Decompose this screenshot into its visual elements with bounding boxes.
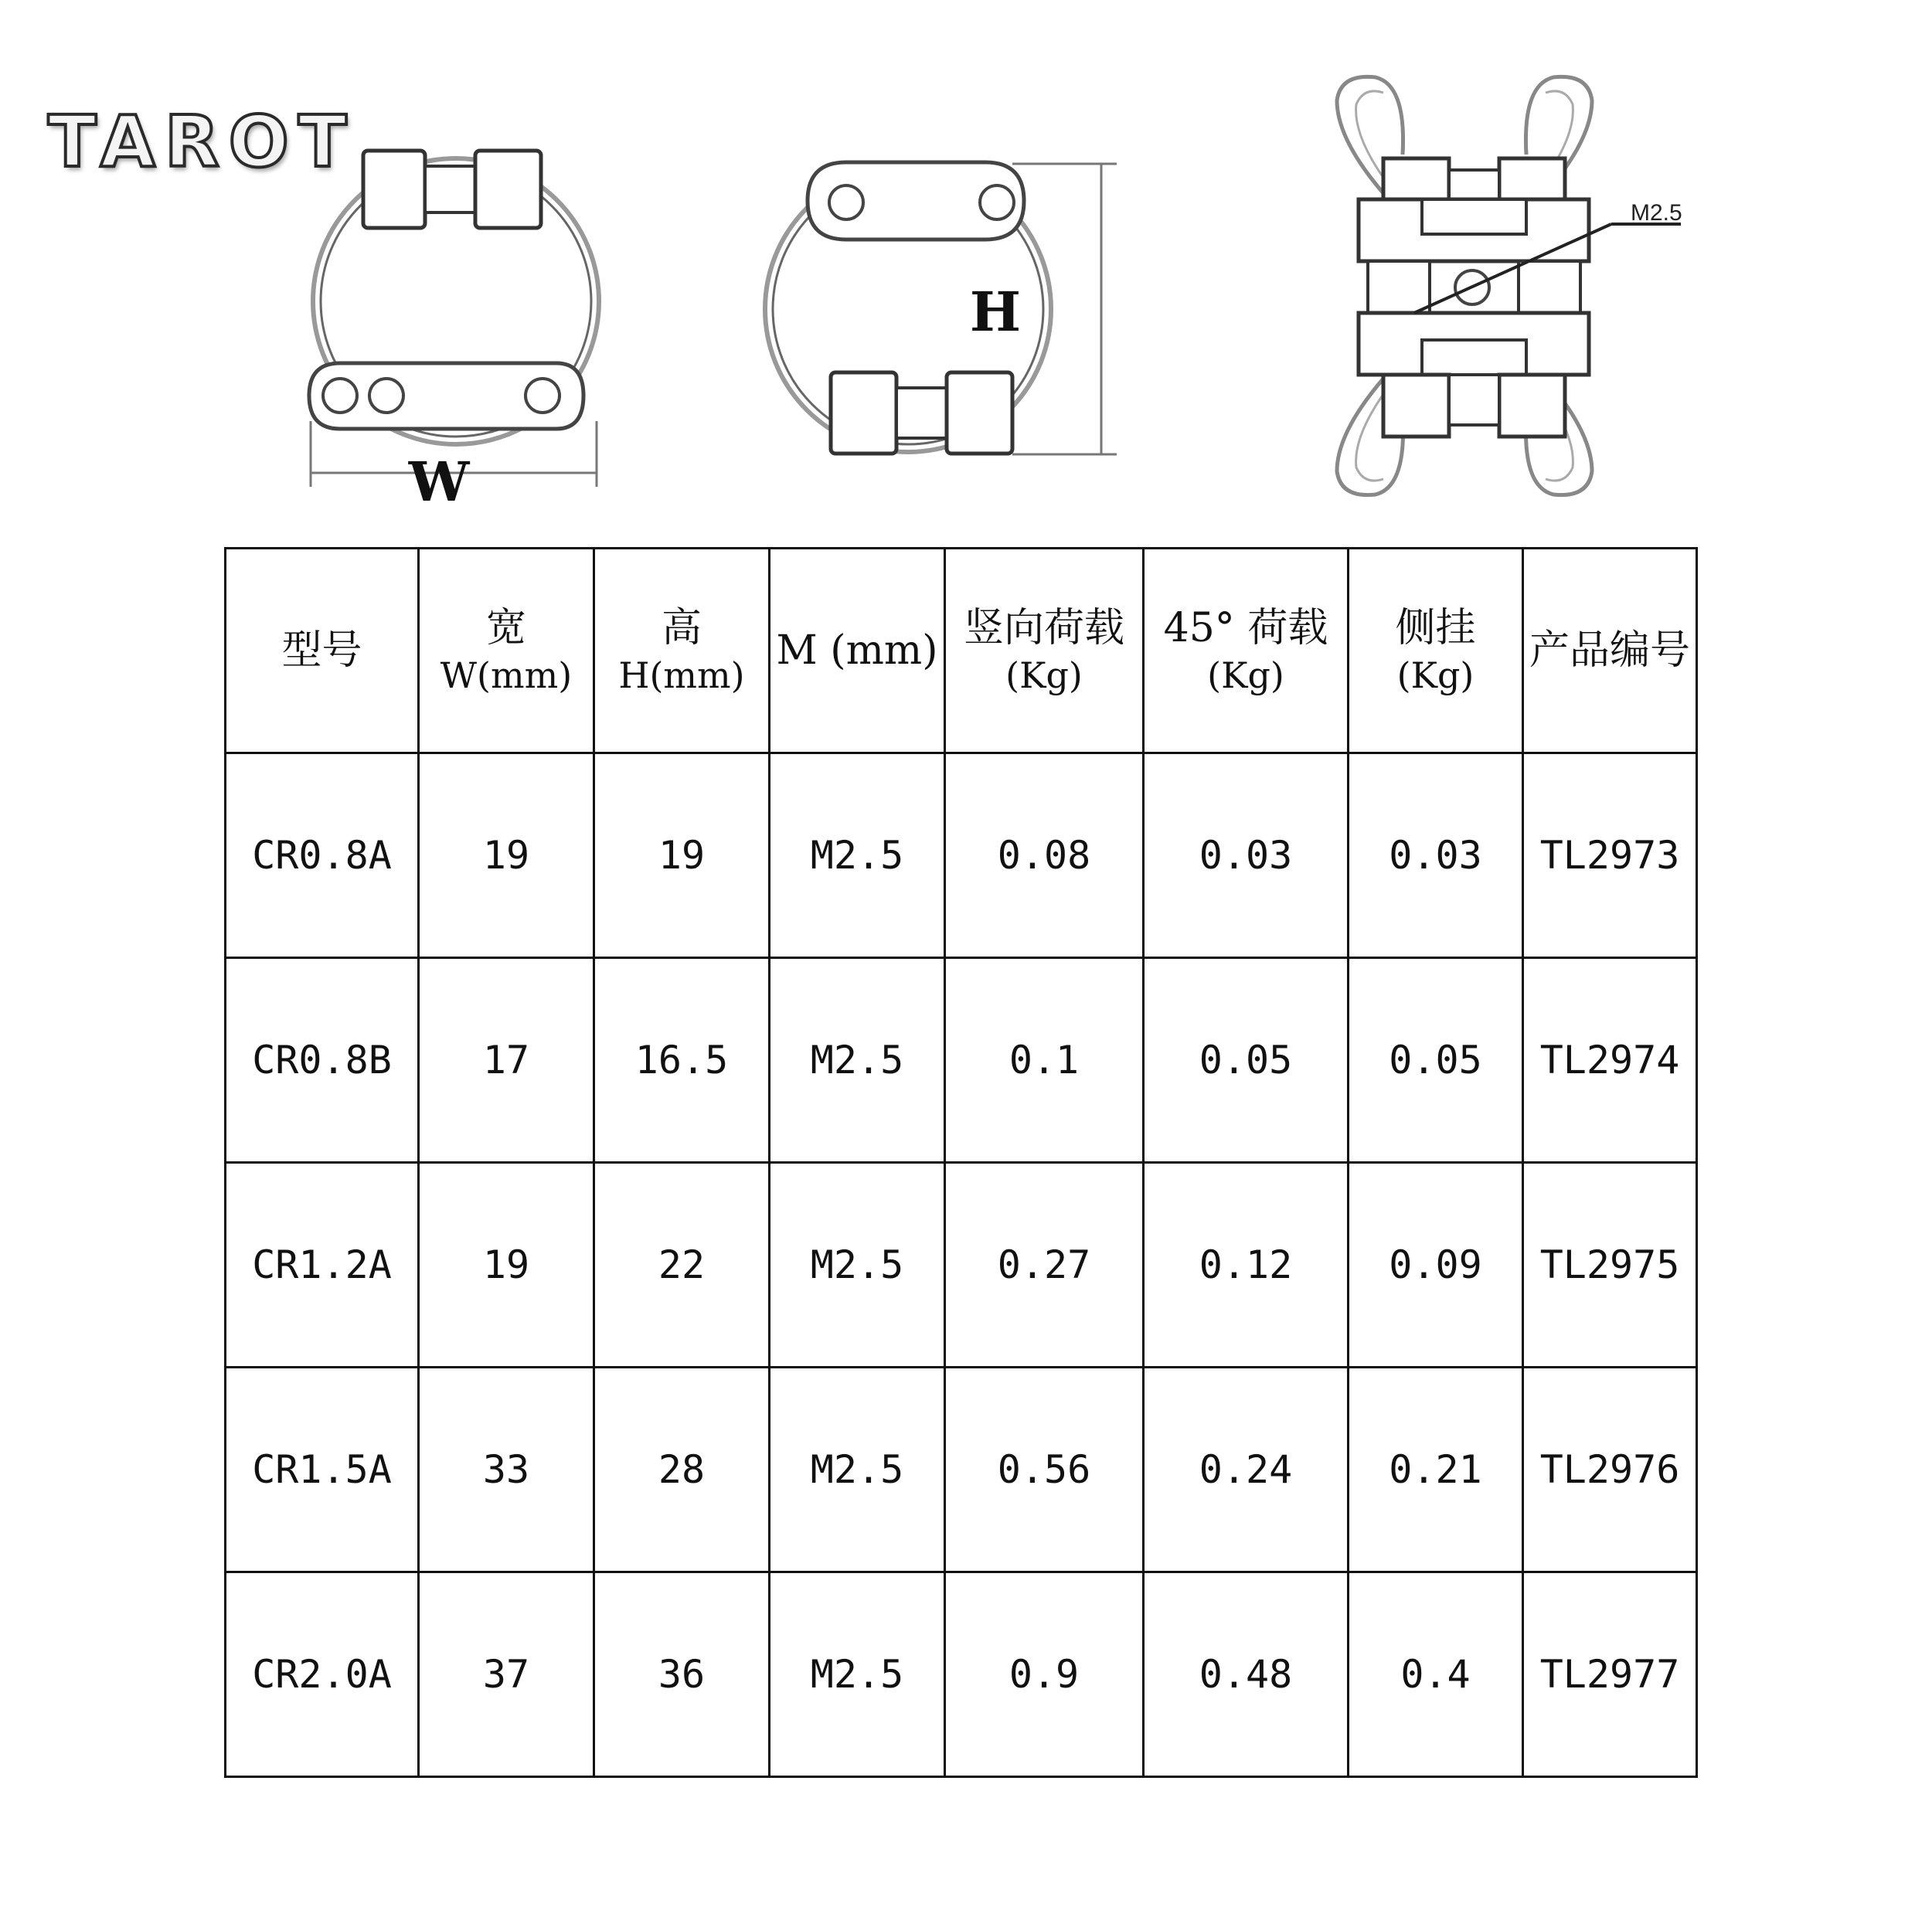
cell-45deg-load: 0.12 bbox=[1144, 1163, 1349, 1368]
cell-side-load: 0.03 bbox=[1349, 753, 1523, 958]
cell-side-load: 0.21 bbox=[1349, 1368, 1523, 1572]
drawing-side-view bbox=[765, 162, 1117, 454]
drawing-front-view bbox=[309, 151, 599, 487]
cell-vertical-load: 0.27 bbox=[945, 1163, 1144, 1368]
cell-width: 37 bbox=[419, 1572, 594, 1777]
header-model: 型号 bbox=[226, 549, 419, 753]
table-row bbox=[226, 1572, 1697, 1777]
cell-width: 17 bbox=[419, 958, 594, 1163]
thread-size-callout: M2.5 bbox=[1631, 200, 1682, 226]
cell-model: CR1.2A bbox=[226, 1163, 419, 1368]
table-row bbox=[226, 1368, 1697, 1572]
header-product-code: 产品编号 bbox=[1523, 549, 1697, 753]
cell-thread: M2.5 bbox=[770, 958, 945, 1163]
header-thread: M (mm) bbox=[770, 549, 945, 753]
header-45deg-load: 45° 荷载 (Kg) bbox=[1144, 549, 1349, 753]
cell-height: 19 bbox=[594, 753, 770, 958]
cell-model: CR1.5A bbox=[226, 1368, 419, 1572]
cell-width: 19 bbox=[419, 1163, 594, 1368]
table-row bbox=[226, 753, 1697, 958]
cell-thread: M2.5 bbox=[770, 1572, 945, 1777]
cell-height: 36 bbox=[594, 1572, 770, 1777]
cell-width: 33 bbox=[419, 1368, 594, 1572]
tarot-logo: TAROT bbox=[48, 100, 356, 183]
header-width: 宽 W(mm) bbox=[419, 549, 594, 753]
cell-45deg-load: 0.48 bbox=[1144, 1572, 1349, 1777]
width-dimension-label: W bbox=[408, 450, 470, 514]
cell-thread: M2.5 bbox=[770, 1163, 945, 1368]
cell-product-code: TL2977 bbox=[1523, 1572, 1697, 1777]
cell-45deg-load: 0.24 bbox=[1144, 1368, 1349, 1572]
cell-height: 22 bbox=[594, 1163, 770, 1368]
table-row bbox=[226, 958, 1697, 1163]
cell-product-code: TL2975 bbox=[1523, 1163, 1697, 1368]
cell-vertical-load: 0.56 bbox=[945, 1368, 1144, 1572]
cell-product-code: TL2974 bbox=[1523, 958, 1697, 1163]
cell-thread: M2.5 bbox=[770, 1368, 945, 1572]
cell-thread: M2.5 bbox=[770, 753, 945, 958]
drawing-top-view bbox=[1337, 76, 1681, 494]
cell-side-load: 0.09 bbox=[1349, 1163, 1523, 1368]
cell-side-load: 0.05 bbox=[1349, 958, 1523, 1163]
table-row bbox=[226, 1163, 1697, 1368]
cell-product-code: TL2976 bbox=[1523, 1368, 1697, 1572]
cell-width: 19 bbox=[419, 753, 594, 958]
cell-height: 16.5 bbox=[594, 958, 770, 1163]
cell-45deg-load: 0.05 bbox=[1144, 958, 1349, 1163]
header-side-load: 侧挂 (Kg) bbox=[1349, 549, 1523, 753]
cell-vertical-load: 0.08 bbox=[945, 753, 1144, 958]
cell-model: CR0.8B bbox=[226, 958, 419, 1163]
technical-drawings bbox=[0, 0, 1932, 541]
cell-side-load: 0.4 bbox=[1349, 1572, 1523, 1777]
cell-height: 28 bbox=[594, 1368, 770, 1572]
table-header-row bbox=[226, 549, 1697, 753]
cell-45deg-load: 0.03 bbox=[1144, 753, 1349, 958]
specification-table bbox=[224, 547, 1698, 1778]
header-height: 高 H(mm) bbox=[594, 549, 770, 753]
header-vertical-load: 竖向荷载 (Kg) bbox=[945, 549, 1144, 753]
height-dimension-label: H bbox=[969, 280, 1022, 344]
cell-product-code: TL2973 bbox=[1523, 753, 1697, 958]
cell-model: CR2.0A bbox=[226, 1572, 419, 1777]
cell-vertical-load: 0.1 bbox=[945, 958, 1144, 1163]
cell-model: CR0.8A bbox=[226, 753, 419, 958]
cell-vertical-load: 0.9 bbox=[945, 1572, 1144, 1777]
